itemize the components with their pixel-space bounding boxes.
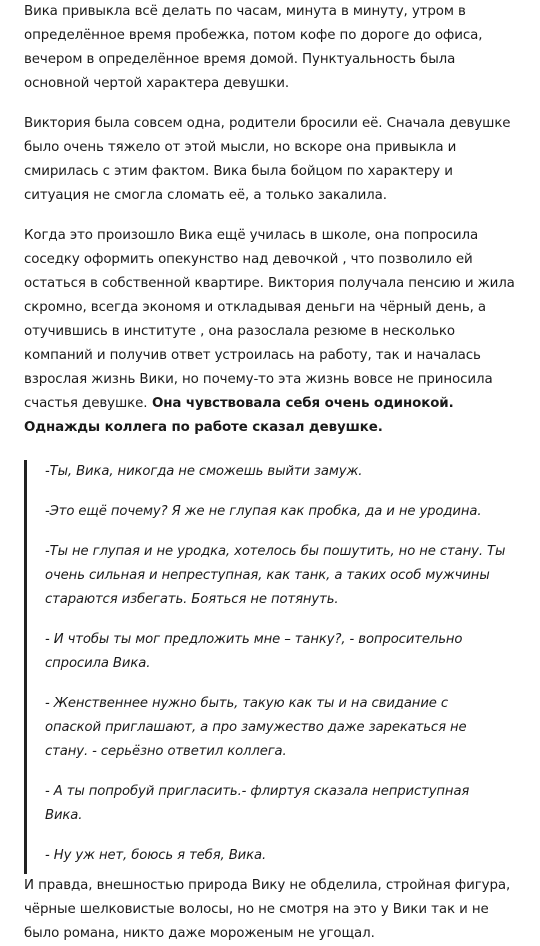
paragraph-backstory-bold: Она чувствовала себя очень одинокой. Однажды коллега по работе сказал девушке. bbox=[24, 396, 454, 435]
dialogue-container bbox=[0, 460, 540, 946]
dialogue-line: - Женственнее нужно быть, такую как ты и на свидание с опаской приглашают, а про замужество даже зарекаться не стану. - серьёзно ответил коллега. bbox=[45, 696, 467, 759]
dialogue-line: - Ну уж нет, боюсь я тебя, Вика. bbox=[45, 848, 267, 863]
paragraph-loneliness: Виктория была совсем одна, родители бросили её. Сначала девушке было очень тяжело от этой мысли, но вскоре она привыкла и смирилась с этим фактом. Вика была бойцом по характеру и ситуация не смогла сломать её, а только закалила. bbox=[24, 116, 511, 203]
dialogue-blockquote bbox=[24, 460, 520, 874]
dialogue-line: - А ты попробуй пригласить.- флиртуя сказала неприступная Вика. bbox=[45, 784, 470, 823]
dialogue-line: -Это ещё почему? Я же не глупая как пробка, да и не уродина. bbox=[45, 504, 482, 519]
paragraph-backstory-text: Когда это произошло Вика ещё училась в школе, она попросила соседку оформить опекунство над девочкой , что позволило ей остаться в собственной квартире. Виктория получала пенсию и жила скромно, всегда экономя и откладывая деньги на чёрный день, а отучившись в институте , она разослала резюме в несколько компаний и получив ответ устроилась на работу, так и началась взрослая жизнь Вики, но почему-то эта жизнь вовсе не приносила счастья девушке. bbox=[24, 228, 515, 411]
dialogue-line: -Ты, Вика, никогда не сможешь выйти замуж. bbox=[45, 464, 363, 479]
paragraph-closing: И правда, внешностью природа Вику не обделила, стройная фигура, чёрные шелковистые волосы, но не смотря на это у Вики так и не было романа, никто даже мороженым не угощал. bbox=[24, 878, 511, 941]
article-body bbox=[0, 0, 540, 440]
dialogue-line: -Ты не глупая и не уродка, хотелось бы пошутить, но не стану. Ты очень сильная и непреступная, как танк, а таких особ мужчины стараются избегать. Бояться не потянуть. bbox=[45, 544, 506, 607]
dialogue-line: - И чтобы ты мог предложить мне – танку?, - вопросительно спросила Вика. bbox=[45, 632, 463, 671]
paragraph-backstory bbox=[24, 224, 520, 440]
paragraph-intro: Вика привыкла всё делать по часам, минута в минуту, утром в определённое время пробежка, потом кофе по дороге до офиса, вечером в определённое время домой. Пунктуальность была основной чертой характера девушки. bbox=[24, 4, 483, 91]
